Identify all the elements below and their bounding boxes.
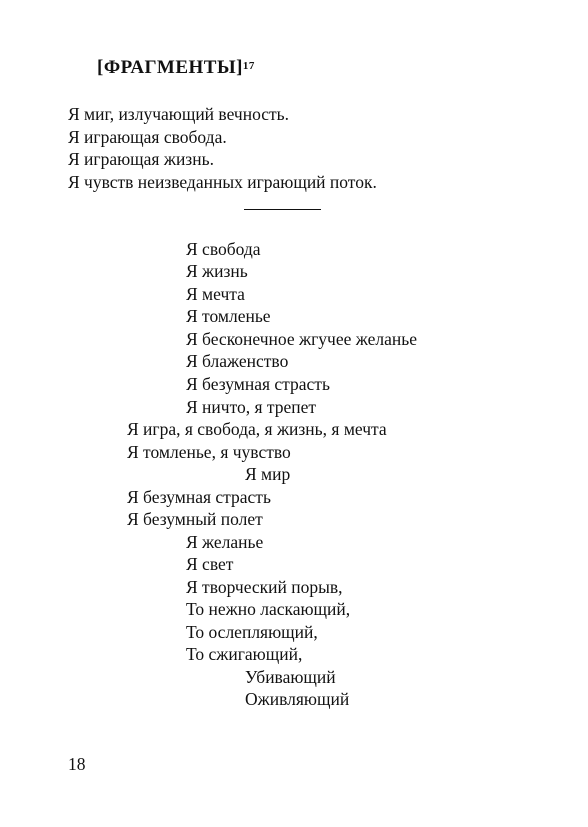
verse-line: Я свобода xyxy=(186,239,261,259)
page-number: 18 xyxy=(68,754,86,774)
verse-line: Я желанье xyxy=(186,532,264,552)
verse-line: Оживляющий xyxy=(245,689,350,709)
verse-line: Я мир xyxy=(245,464,291,484)
verse-line: Я творческий порыв, xyxy=(186,577,343,597)
footnote-marker: 17 xyxy=(242,60,255,72)
verse-line: Я мечта xyxy=(186,284,245,304)
verse-line: Я жизнь xyxy=(186,261,248,281)
verse-line: Я играющая жизнь. xyxy=(68,149,214,169)
verse-line: Я безумная страсть xyxy=(186,374,330,394)
verse-line: Убивающий xyxy=(245,667,336,687)
section-divider xyxy=(244,209,321,210)
verse-line: Я томленье, я чувство xyxy=(127,442,291,462)
verse-line: То сжигающий, xyxy=(186,644,303,664)
verse-line: Я играющая свобода. xyxy=(68,127,227,147)
verse-line: Я бесконечное жгучее желанье xyxy=(186,329,417,349)
verse-line: Я томленье xyxy=(186,306,271,326)
verse-line: Я блаженство xyxy=(186,351,289,371)
verse-line: Я ничто, я трепет xyxy=(186,397,317,417)
poem-title xyxy=(97,57,255,79)
verse-line: То нежно ласкающий, xyxy=(186,599,351,619)
verse-line: Я миг, излучающий вечность. xyxy=(68,104,290,124)
verse-line: Я игра, я свобода, я жизнь, я мечта xyxy=(127,419,387,439)
verse-line: Я безумная страсть xyxy=(127,487,271,507)
verse-line: То ослепляющий, xyxy=(186,622,318,642)
verse-line: Я свет xyxy=(186,554,234,574)
verse-line: Я безумный полет xyxy=(127,509,263,529)
verse-line: Я чувств неизведанных играющий поток. xyxy=(68,172,377,192)
poem-title-text: [ФРАГМЕНТЫ] xyxy=(97,57,243,78)
